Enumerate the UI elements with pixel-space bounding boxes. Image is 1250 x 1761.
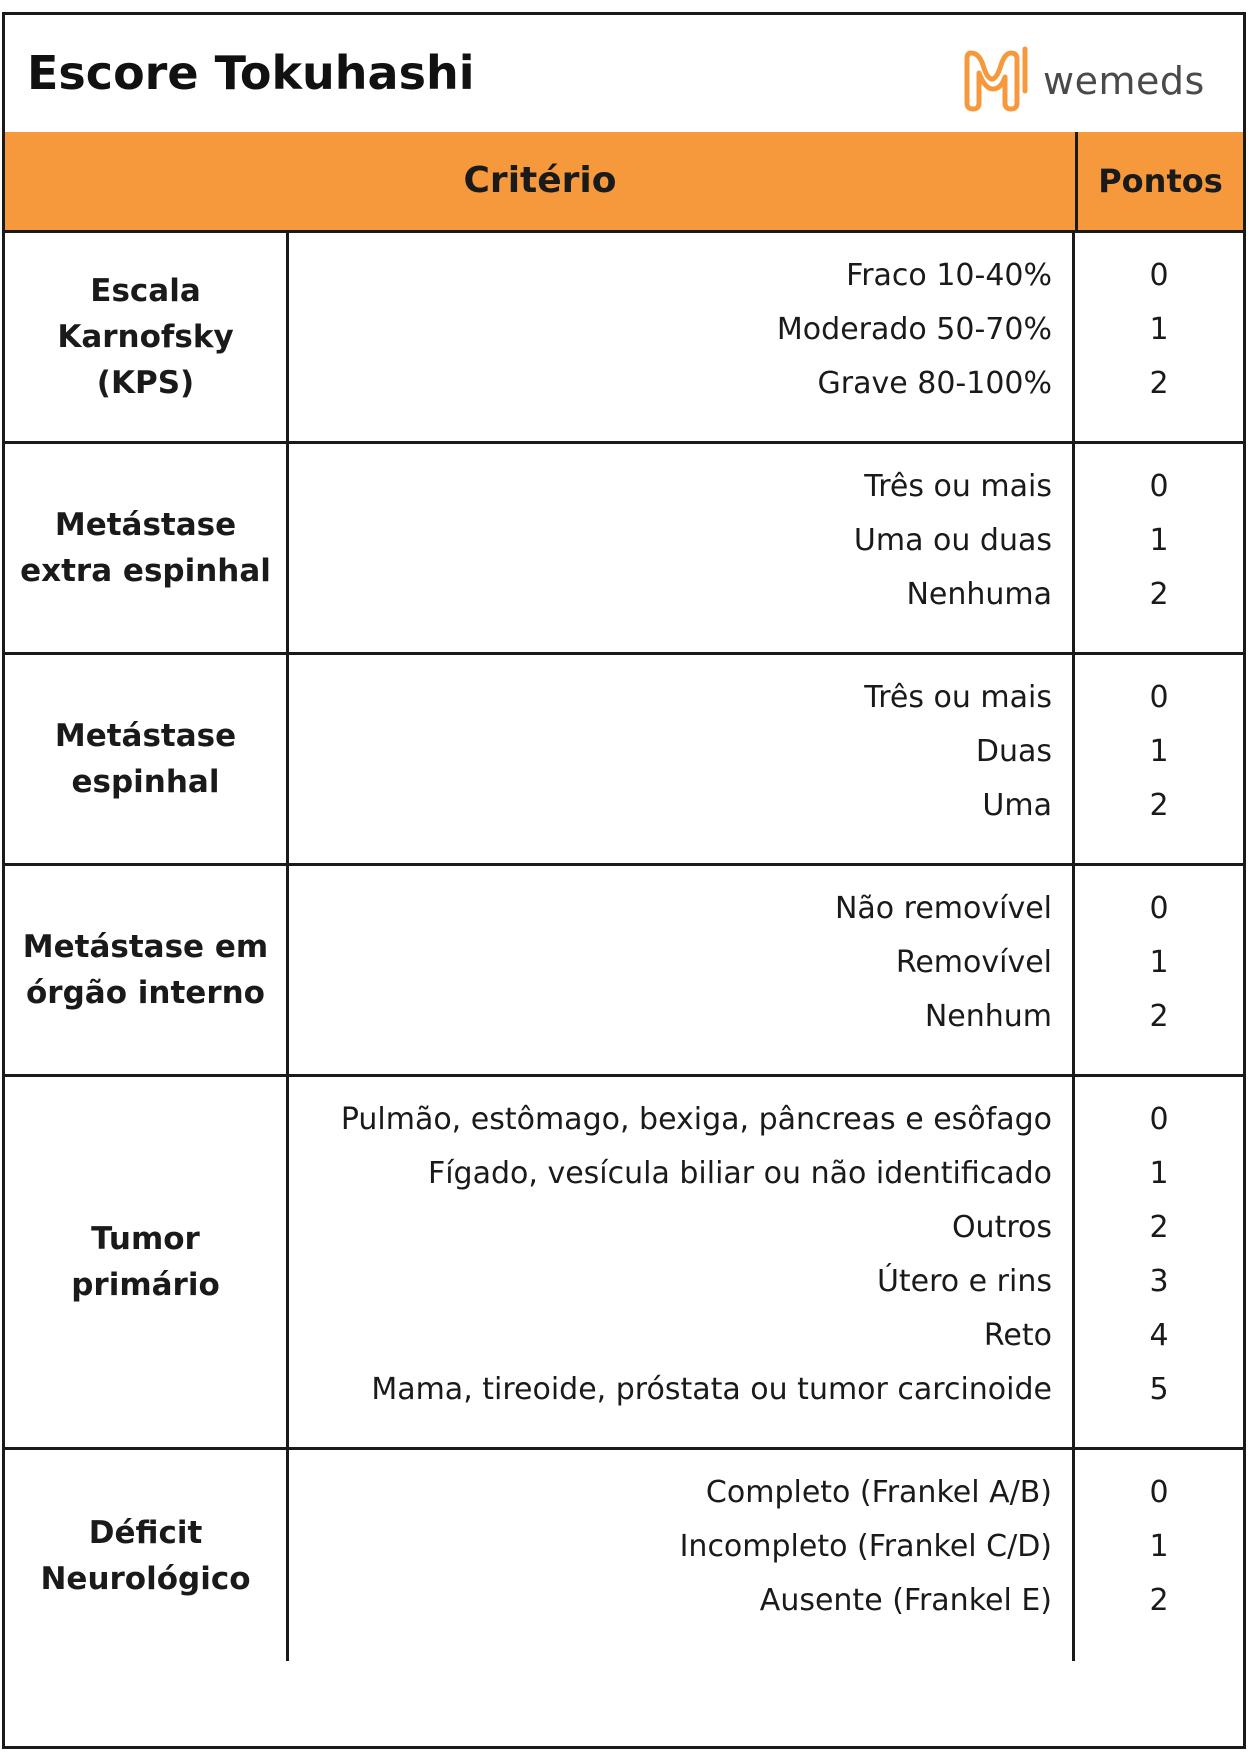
option-points: 1 [1149,1156,1169,1191]
option-text: Incompleto (Frankel C/D) [679,1529,1052,1564]
option-text: Nenhum [924,999,1052,1034]
option-text: Fraco 10-40% [846,258,1052,293]
criterion-points [1075,866,1243,1074]
criterion-label: Metástase extra espinhal [5,444,289,652]
option-text: Útero e rins [876,1264,1052,1299]
criterion-group [5,655,1243,866]
table-header-bar [5,15,1243,135]
option-text: Não removível [834,891,1052,926]
criterion-group [5,233,1243,444]
option-text: Outros [951,1210,1052,1245]
option-text: Uma ou duas [853,523,1052,558]
option-text: Mama, tireoide, próstata ou tumor carcinoide [371,1372,1052,1407]
criterion-column-header: Critério [463,160,617,201]
option-text: Uma [982,788,1052,823]
criterion-label: Metástase em órgão interno [5,866,289,1074]
criterion-options [289,233,1075,441]
option-points: 1 [1149,523,1169,558]
criterion-points [1075,655,1243,863]
criterion-label: Metástase espinhal [5,655,289,863]
option-points: 4 [1149,1318,1169,1353]
option-text: Fígado, vesícula biliar ou não identificado [427,1156,1052,1191]
criterion-options [289,866,1075,1074]
table-body [5,233,1243,1661]
option-text: Reto [983,1318,1052,1353]
criterion-options [289,1077,1075,1447]
option-points: 0 [1149,1475,1169,1510]
option-text: Duas [975,734,1052,769]
criterion-points [1075,1450,1243,1661]
option-points: 2 [1149,1210,1169,1245]
option-text: Completo (Frankel A/B) [705,1475,1052,1510]
option-points: 2 [1149,999,1169,1034]
option-points: 3 [1149,1264,1169,1299]
option-points: 5 [1149,1372,1169,1407]
criterion-label: Escala Karnofsky (KPS) [5,233,289,441]
option-points: 0 [1149,1102,1169,1137]
option-points: 2 [1149,788,1169,823]
option-text: Três ou mais [864,680,1052,715]
criterion-points [1075,444,1243,652]
option-points: 1 [1149,945,1169,980]
criterion-options [289,655,1075,863]
option-text: Três ou mais [864,469,1052,504]
wemeds-logo [963,43,1213,123]
option-text: Pulmão, estômago, bexiga, pâncreas e esôfago [340,1102,1052,1137]
criterion-label: Tumor primário [5,1077,289,1447]
logo-wordmark: wemeds [1043,59,1205,103]
criterion-group [5,444,1243,655]
criterion-group [5,866,1243,1077]
option-points: 0 [1149,258,1169,293]
option-points: 2 [1149,577,1169,612]
option-text: Grave 80-100% [817,366,1052,401]
criterion-points [1075,233,1243,441]
criterion-options [289,444,1075,652]
criterion-label: Déficit Neurológico [5,1450,289,1661]
option-text: Removível [895,945,1052,980]
option-points: 0 [1149,469,1169,504]
option-points: 1 [1149,734,1169,769]
option-text: Moderado 50-70% [776,312,1052,347]
option-points: 0 [1149,891,1169,926]
option-points: 1 [1149,1529,1169,1564]
criterion-points [1075,1077,1243,1447]
points-column-header: Pontos [1075,132,1243,230]
criterion-group [5,1077,1243,1450]
wemeds-logo-icon [963,43,1033,121]
score-table [2,12,1246,1749]
option-points: 1 [1149,312,1169,347]
option-text: Ausente (Frankel E) [759,1583,1052,1618]
option-text: Nenhuma [906,577,1052,612]
option-points: 2 [1149,366,1169,401]
criterion-options [289,1450,1075,1661]
option-points: 0 [1149,680,1169,715]
option-points: 2 [1149,1583,1169,1618]
page-title: Escore Tokuhashi [27,46,475,100]
criterion-group [5,1450,1243,1661]
column-headers [5,132,1243,233]
